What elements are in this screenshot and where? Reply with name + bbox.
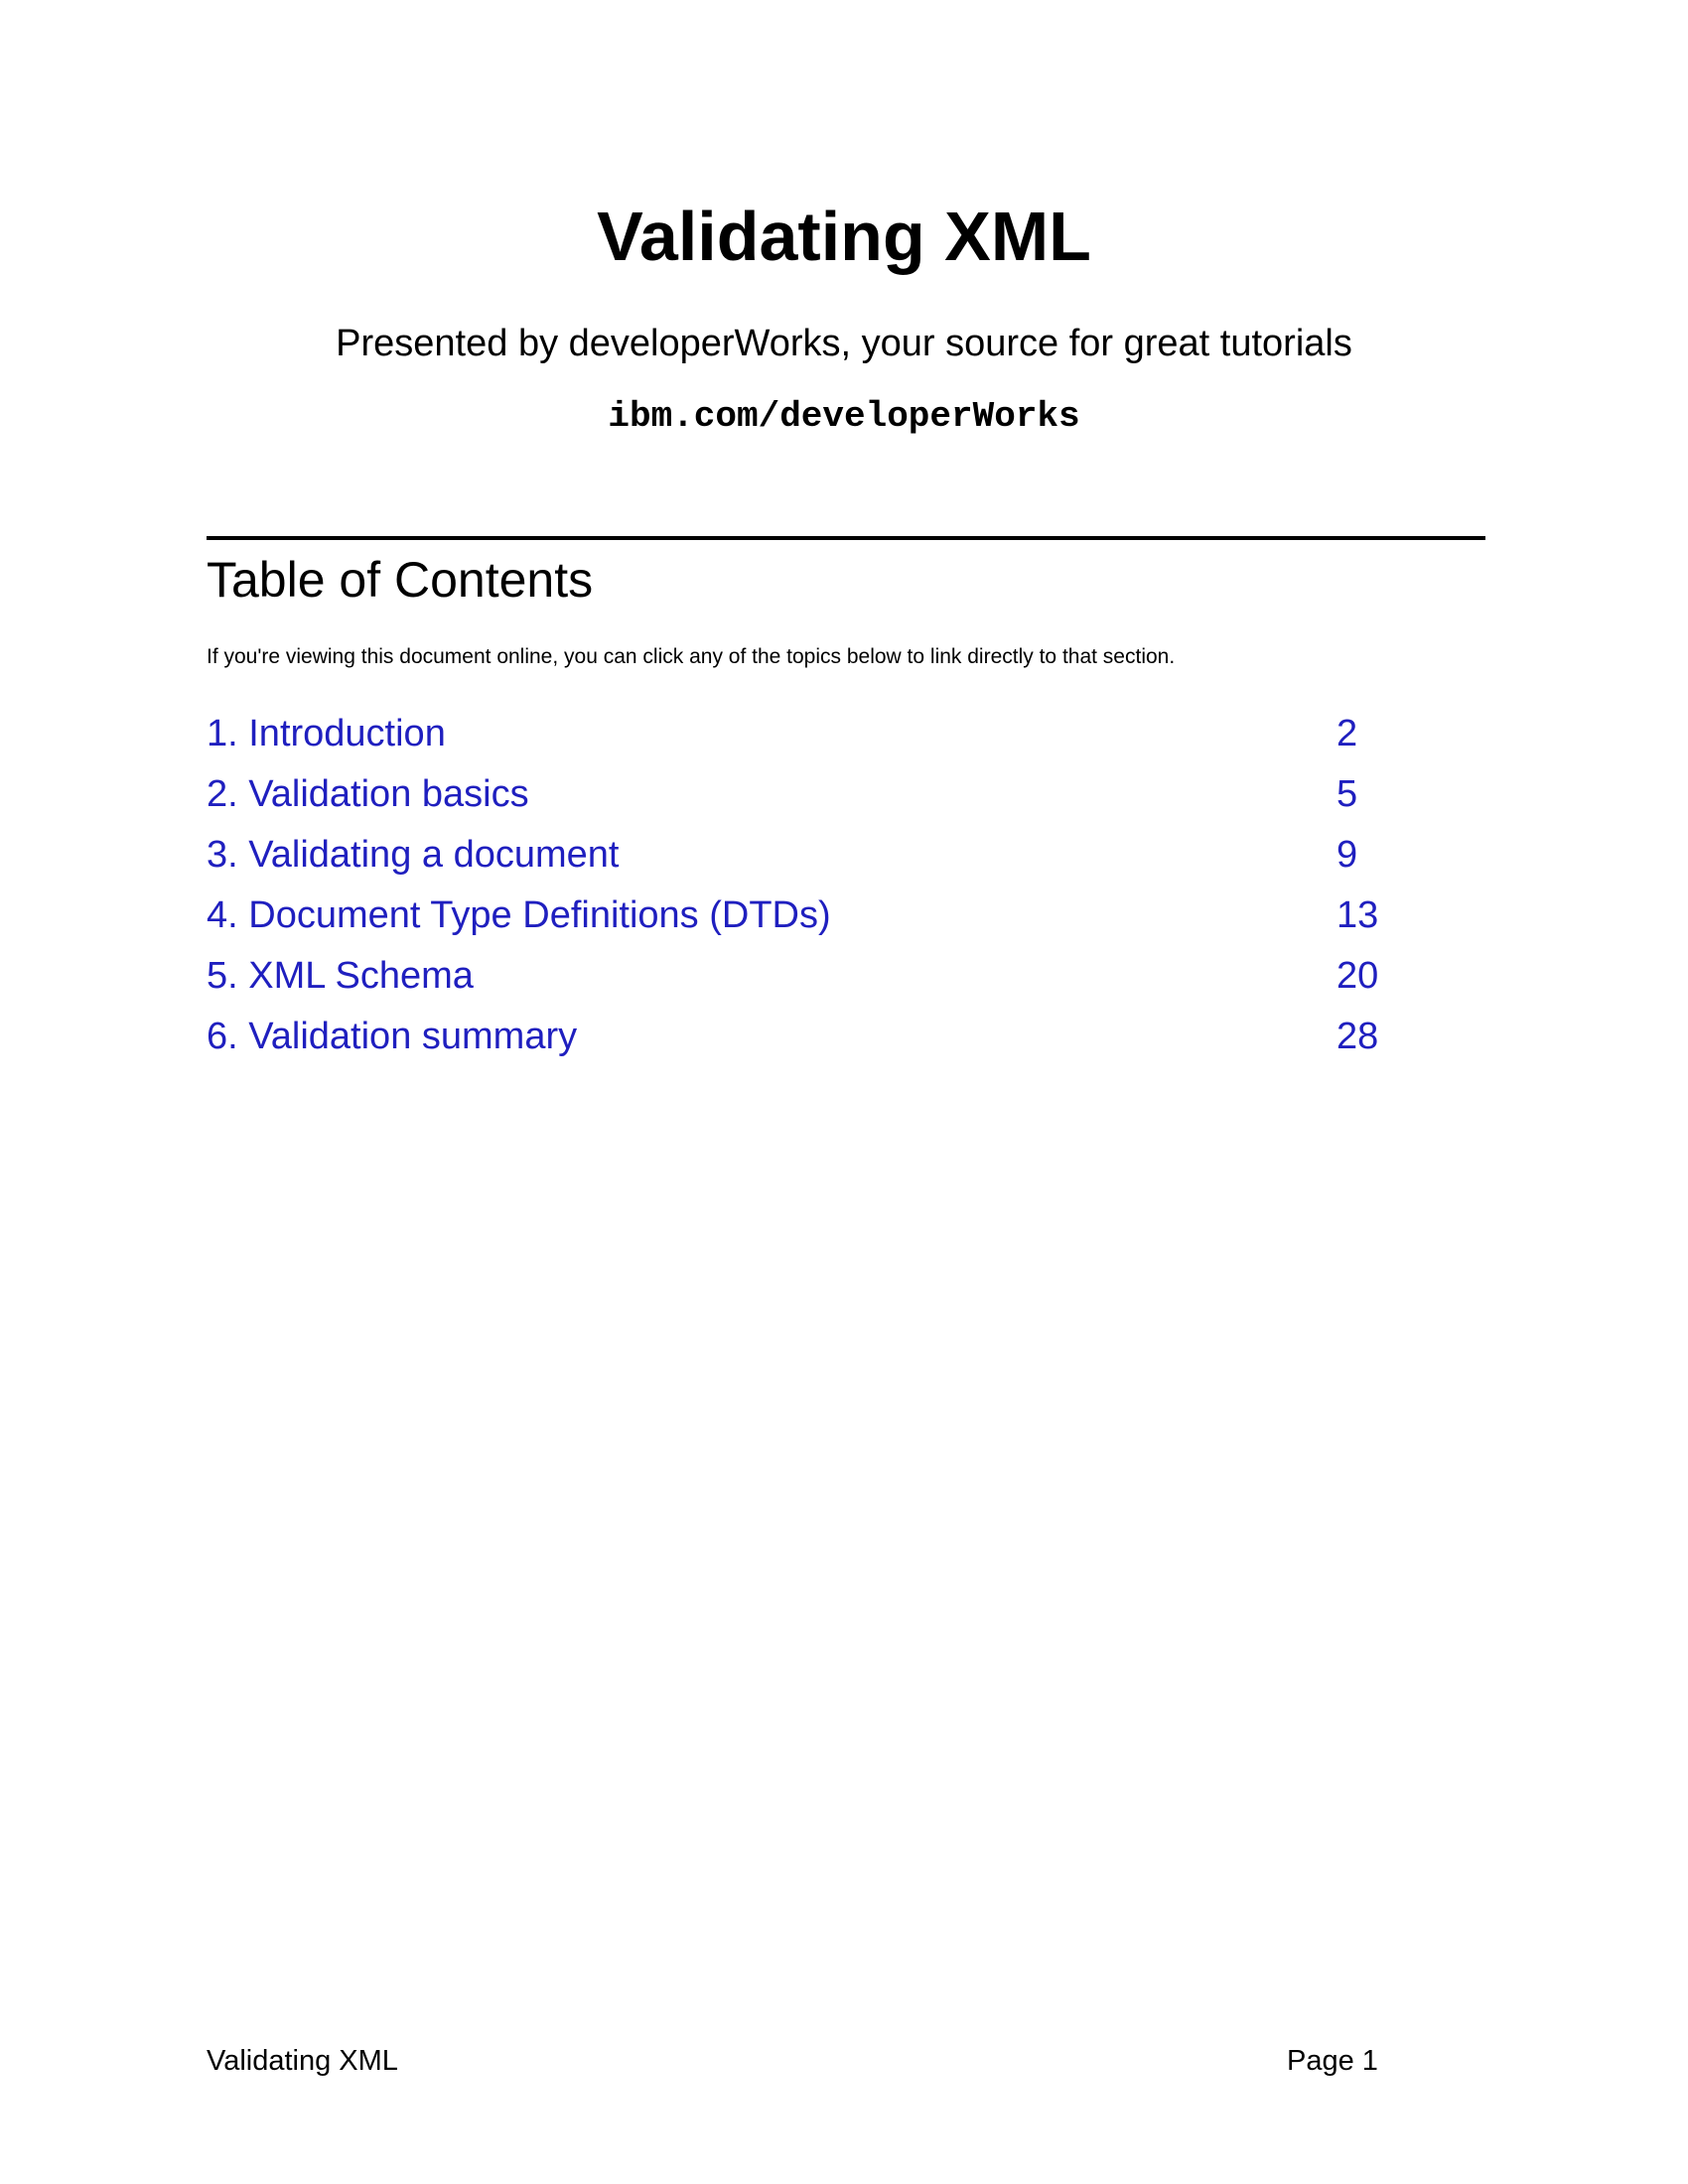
toc-item-label: 4. Document Type Definitions (DTDs)	[207, 894, 831, 936]
footer-page-number: Page 1	[1287, 2045, 1378, 2077]
toc-link-validating-a-document[interactable]	[207, 828, 1388, 888]
toc-item-page: 13	[1336, 894, 1379, 936]
toc-item-label: 3. Validating a document	[207, 834, 620, 876]
toc-link-validation-basics[interactable]	[207, 767, 1388, 828]
toc-link-xml-schema[interactable]	[207, 949, 1388, 1010]
toc-intro-text: If you're viewing this document online, you can click any of the topics below to link directly to that section.	[207, 645, 1176, 668]
toc-item-label: 5. XML Schema	[207, 955, 474, 997]
toc-item-page: 5	[1336, 773, 1358, 815]
document-title: Validating XML	[597, 198, 1091, 275]
toc-item-page: 28	[1336, 1016, 1379, 1057]
toc-heading: Table of Contents	[207, 552, 594, 608]
toc-item-label: 2. Validation basics	[207, 773, 529, 815]
site-url: ibm.com/developerWorks	[608, 396, 1080, 437]
toc-link-validation-summary[interactable]	[207, 1010, 1388, 1070]
toc-list	[207, 707, 1388, 1070]
footer-title: Validating XML	[207, 2045, 398, 2077]
section-divider	[207, 536, 1485, 540]
toc-item-label: 6. Validation summary	[207, 1016, 578, 1057]
toc-item-page: 20	[1336, 955, 1379, 997]
toc-item-label: 1. Introduction	[207, 713, 446, 754]
document-subtitle: Presented by developerWorks, your source for great tutorials	[336, 323, 1352, 364]
toc-link-dtds[interactable]	[207, 888, 1388, 949]
toc-item-page: 2	[1336, 713, 1358, 754]
toc-link-introduction[interactable]	[207, 707, 1388, 767]
toc-item-page: 9	[1336, 834, 1358, 876]
